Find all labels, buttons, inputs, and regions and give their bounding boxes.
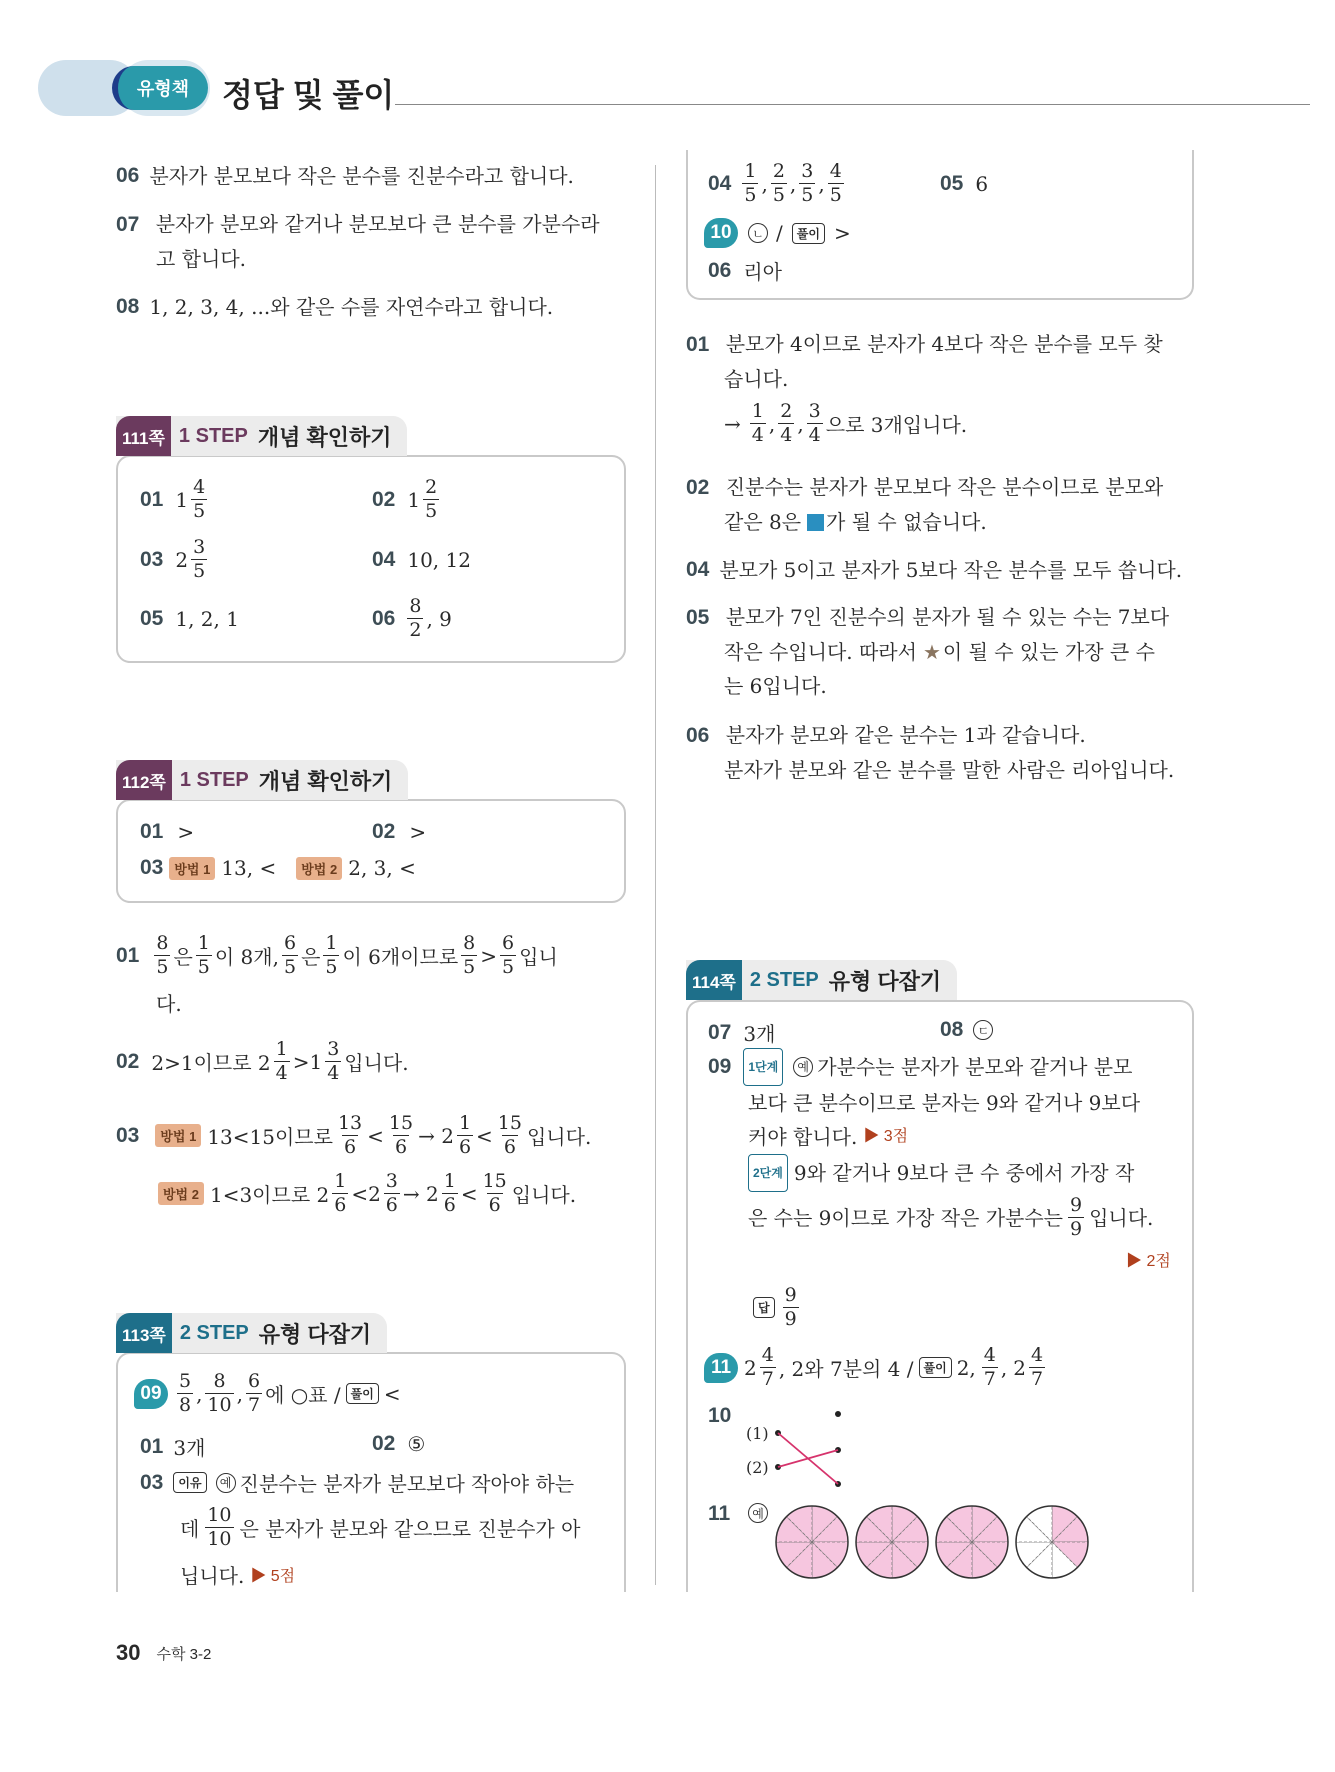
choice-circle: ㄷ (973, 1020, 993, 1040)
comma: , (761, 171, 768, 196)
star-icon: ★ (922, 640, 941, 664)
fraction-circle (776, 1506, 848, 1578)
list-item: 06 분자가 분모보다 작은 분수를 진분수라고 합니다. (116, 164, 574, 188)
question-bubble: 10 (704, 218, 738, 248)
answer-number: 10 (708, 1404, 732, 1427)
page-title: 정답 및 풀이 (222, 77, 395, 113)
answer-item: 08 ㄷ (940, 1018, 997, 1042)
label-1: (1) (746, 1424, 769, 1443)
answer-item: 11 2 $\frac{4}{7}$ , 2와 7분의 4 / 풀이 2, $\frac{4}{7}$ , 2 $\frac{4}{7}$ (704, 1346, 1048, 1389)
reason-tag: 이유 (173, 1472, 206, 1493)
answer-item: 03 방법 1 13, < 방법 2 2, 3, < (140, 856, 416, 880)
answer-item: 10 ㄴ / 풀이 > (704, 218, 851, 248)
answer-item: 01 1 $\frac{4}{5}$ (140, 476, 206, 522)
answer-item: 09 $\frac{5}{8}$ , $\frac{8}{10}$ , $\frac{6}{7}$ 에 ○표 / 풀이 < (134, 1372, 401, 1415)
answer-item: 01 3개 (140, 1434, 206, 1460)
example-badge: 예 (216, 1473, 236, 1493)
list-item: 07 분자가 분모와 같거나 분모보다 큰 분수를 가분수라 고 합니다. (116, 212, 600, 271)
answer-item: 데 $\frac{10}{10}$ 은 분자가 분모와 같으므로 진분수가 아 (180, 1504, 581, 1550)
answer-item: 02 > (372, 820, 427, 844)
answer-item: 03 2 $\frac{3}{5}$ (140, 536, 206, 582)
comma: , (789, 171, 797, 196)
example-badge: 예 (748, 1503, 768, 1523)
method-2-tag: 방법 2 (158, 1182, 204, 1205)
answer-item: 닙니다. ▶ 5점 (180, 1564, 296, 1588)
section-title: 유형 다잡기 (828, 968, 942, 994)
fraction-circle (1016, 1506, 1088, 1578)
dot (835, 1411, 841, 1417)
page-ref: 114쪽 (686, 960, 742, 1000)
fraction: $\frac{1}{5}$ (744, 160, 757, 206)
answer-item: 03 이유 예 진분수는 분자가 분모보다 작아야 하는 (140, 1470, 575, 1496)
matching-diagram (770, 1406, 850, 1490)
section-112-header (116, 760, 408, 800)
step-label: 1 STEP (178, 424, 248, 447)
comma: , (818, 171, 825, 196)
fraction: $\frac{3}{5}$ (801, 160, 814, 206)
question-bubble: 11 (704, 1353, 738, 1383)
solution-item: 02 진분수는 분자가 분모보다 작은 분수이므로 분모와 같은 8은 가 될 수 없습니다. (686, 475, 1164, 534)
answer-item: 04 10, 12 (372, 548, 471, 572)
answer-item: 06 $\frac{8}{2}$ , 9 (372, 595, 452, 641)
solution-item: 05 분모가 7인 진분수의 분자가 될 수 있는 수는 7보다 작은 수입니다. 따라서 ★ 이 될 수 있는 가장 큰 수 는 6입니다. (686, 605, 1170, 698)
points-label: ▶ 2점 (1126, 1253, 1171, 1270)
answer-item: 06 리아 (708, 258, 782, 284)
header-rule (395, 104, 1310, 105)
fraction-circle (856, 1506, 928, 1578)
blue-square-icon (807, 514, 824, 531)
section-112-panel (116, 799, 626, 903)
choice-circle: ㄴ (748, 223, 768, 243)
list-item: 08 1, 2, 3, 4, ...와 같은 수를 자연수라고 합니다. (116, 295, 554, 319)
fraction: $\frac{2}{5}$ (772, 160, 785, 206)
step-label: 2 STEP (749, 968, 819, 991)
fraction-circle (936, 1506, 1008, 1578)
header-badge-text: 유형책 (136, 79, 190, 99)
solution-tag: 풀이 (919, 1357, 952, 1378)
answer-item: 07 3개 (708, 1020, 776, 1046)
step-label: 2 STEP (179, 1321, 249, 1344)
page-ref: 112쪽 (116, 760, 172, 800)
method-1-tag: 방법 1 (155, 1124, 201, 1147)
answer-number: 11 (708, 1502, 731, 1525)
stage-2-tag: 2단계 (748, 1154, 788, 1192)
page-ref: 111쪽 (116, 416, 171, 456)
section-114-header (686, 960, 957, 1000)
question-bubble: 09 (134, 1379, 168, 1409)
answer-item: 02 1 $\frac{2}{5}$ (372, 476, 438, 522)
label-2: (2) (746, 1458, 769, 1477)
solution-item: 03 방법 1 13<15이므로 $\frac{13}{6}$ < $\frac{15}{6}$ → 2 $\frac{1}{6}$ < $\frac{15}{6}$ 입니다. (116, 1112, 592, 1158)
solution-item: 방법 2 1<3이므로 2 $\frac{1}{6}$ <2 $\frac{3}{6}$ → 2 $\frac{1}{6}$ < $\frac{15}{6}$ 입니다. (152, 1172, 576, 1215)
answer-item: 05 1, 2, 1 (140, 607, 239, 631)
page-number: 30 (116, 1640, 141, 1665)
answer-item: 02 ⑤ (372, 1432, 426, 1456)
example-badge: 예 (793, 1057, 813, 1077)
book-name: 수학 3-2 (156, 1645, 212, 1663)
answer-item: 01 > (140, 820, 195, 844)
answer-tag: 답 (753, 1297, 775, 1318)
solution-item: 04 분모가 5이고 분자가 5보다 작은 분수를 모두 씁니다. (686, 558, 1183, 582)
method-2-tag: 방법 2 (296, 857, 342, 880)
connect-line (778, 1450, 838, 1467)
section-113-header (116, 1313, 387, 1353)
section-title: 유형 다잡기 (258, 1321, 372, 1347)
section-title: 개념 확인하기 (257, 424, 392, 450)
answer-final: 답 $\frac{9}{9}$ (748, 1286, 802, 1329)
fraction-list (739, 162, 846, 205)
points-label: ▶ 5점 (250, 1568, 296, 1585)
solution-line: 다. (156, 992, 182, 1016)
solution-tag: 풀이 (346, 1383, 379, 1404)
section-title: 개념 확인하기 (258, 768, 393, 794)
page-ref: 113쪽 (116, 1313, 172, 1353)
answer-item: 04 $\frac{1}{5}$ , $\frac{2}{5}$ , $\frac{3}{5}$ , $\frac{4}{5}$ (708, 162, 847, 205)
header-badge (112, 66, 208, 110)
stage-1-tag: 1단계 (743, 1048, 783, 1086)
points-label: ▶ 3점 (863, 1128, 909, 1145)
footer (116, 1640, 211, 1666)
solution-item: 01 분모가 4이므로 분자가 4보다 작은 분수를 모두 찾 습니다. (686, 332, 1163, 391)
solution-tag: 풀이 (792, 223, 825, 244)
column-divider (655, 165, 656, 1585)
solution-item: 01 $\frac{8}{5}$ 은 $\frac{1}{5}$ 이 8개, $\frac{6}{5}$ 은 $\frac{1}{5}$ 이 6개이므로 $\frac{8}{5}$ > $\frac{6}{5}$ 입니 (116, 932, 558, 978)
method-1-tag: 방법 1 (169, 857, 215, 880)
solution-item: 02 2>1이므로 2 $\frac{1}{4}$ >1 $\frac{3}{4}$ 입니다. (116, 1038, 409, 1084)
solution-item: → $\frac{1}{4}$ , $\frac{2}{4}$ , $\frac{3}{4}$ 으로 3개입니다. (724, 400, 968, 446)
fraction: $\frac{4}{5}$ (829, 160, 842, 206)
answer-item: 09 1단계 예 가분수는 분자가 분모와 같거나 분모 보다 큰 분수이므로 분자는 9와 같거나 9보다 커야 합니다. ▶ 3점 2단계 9와 같거나 9보다 큰 수 중에서 가장 작 은 수는 9이므로 가장 작은 가분수는 $\frac{9}{9}$ 입니다. (708, 1048, 1188, 1239)
solution-item: 06 분자가 분모와 같은 분수는 1과 같습니다. 분자가 분모와 같은 분수를 말한 사람은 리아입니다. (686, 723, 1175, 782)
answer-item: 05 6 (940, 172, 989, 196)
section-111-header (116, 416, 407, 456)
step-label: 1 STEP (179, 768, 249, 791)
fraction-circles (772, 1502, 1092, 1582)
